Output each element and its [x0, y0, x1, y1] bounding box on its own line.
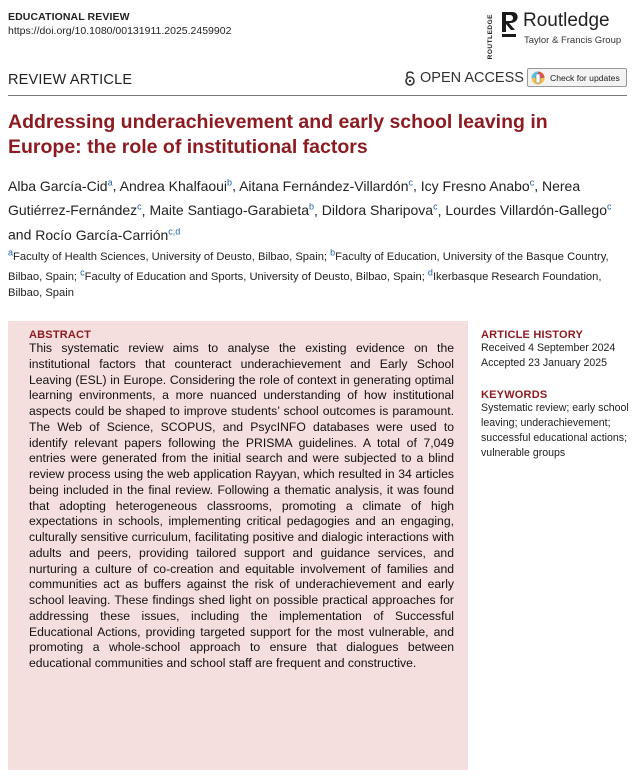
author-affiliation-marker[interactable]: b — [309, 201, 315, 212]
publisher-logo — [487, 8, 627, 60]
open-lock-icon — [404, 70, 416, 86]
check-updates-button[interactable] — [527, 68, 627, 87]
affiliation-marker: a — [8, 247, 14, 257]
publisher-name: Routledge — [523, 10, 610, 31]
author-affiliation-marker[interactable]: c,d — [168, 226, 181, 237]
affiliation-marker: b — [330, 247, 336, 257]
author-name[interactable]: Aitana Fernández-Villardón$^c$ — [239, 177, 413, 194]
accepted-date: Accepted 23 January 2025 — [481, 357, 608, 369]
check-updates-label: Check for updates — [550, 72, 620, 83]
abstract-heading: ABSTRACT — [29, 329, 92, 341]
author-affiliation-marker[interactable]: c — [433, 201, 438, 212]
publisher-vertical-label: ROUTLEDGE — [487, 14, 494, 60]
affiliation-marker: d — [427, 267, 433, 278]
keywords-text: Systematic review; early school leaving; underachievement; successful educational actions; vulnerable groups — [481, 402, 629, 459]
author-affiliation-marker[interactable]: a — [107, 177, 113, 187]
author-name[interactable]: Icy Fresno Anabo$^c$ — [420, 177, 535, 194]
open-access-badge — [404, 70, 524, 86]
author-affiliation-marker[interactable]: c — [408, 177, 413, 187]
abstract-text: This systematic review aims to analyse the existing evidence on the institutional factors that counteract underachievement and Early School Leaving (ESL) in Europe. Considering the role of context in generating optimal learning environments, a more nuanced understanding of how institutional aspects could be shaped to improve students’ school outcomes is paramount. The Web of Science, SCOPUS, and PsycINFO databases were used to identify relevant papers following the PRISMA guidelines. A total of 7,049 entries were generated from the initial search and were subjected to a blind review process using the web application Rayyan, which resulted in 34 articles being included in the final review. Following a thematic analysis, it was found that adopting heterogeneous classrooms, promoting a climate of high expectations in schools, implementing critical pedagogies and an engaging, culturally sensitive curriculum, facilitating positive and dialogic interactions with adults and peers, providing tailored support and guidance services, and nurturing a culture of co-creation and equitable involvement of families and communities act as buffers against the risk of underachievement and early school leaving. These findings shed light on possible practical approaches for addressing these issues, including the implementation of Successful Educational Actions, providing targeted support for the most vulnerable, and promoting a whole-school approach to ensure that dialogues between educational communities and school staff are frequent and constructive. — [29, 341, 454, 670]
author-name[interactable]: Dildora Sharipova$^c$ — [321, 201, 438, 219]
author-affiliation-marker[interactable]: c — [607, 201, 612, 212]
affiliation-item: $^d$Ikerbasque Research Foundation, Bilbao, Spain — [8, 267, 602, 300]
publisher-subtitle: Taylor & Francis Group — [524, 35, 622, 46]
article-history — [481, 329, 631, 371]
doi-link[interactable]: https://doi.org/10.1080/00131911.2025.2459902 — [8, 25, 232, 37]
affiliation-list — [8, 244, 628, 301]
author-affiliation-marker[interactable]: c — [529, 177, 535, 187]
author-list: Alba García-Cid$^a$, Andrea Khalfaoui$^b$, Aitana Fernández-Villardón$^c$, Icy Fresno Anabo$^c$, Nerea Gutiérrez-Fernández$^c$, Maite Santiago-Garabieta$^b$, Dildora Sharipova$^c$, Lourdes Villardón-Gallego$^c$ and Rocío García-Carrión$^{c,d}$ — [8, 177, 612, 243]
author-affiliation-marker[interactable]: b — [227, 177, 233, 187]
author-name[interactable]: Alba García-Cid$^a$ — [8, 177, 113, 194]
keywords-section — [481, 389, 631, 461]
author-name[interactable]: Lourdes Villardón-Gallego$^c$ — [445, 201, 612, 219]
crossmark-icon — [531, 71, 545, 85]
author-name[interactable]: Nerea Gutiérrez-Fernández$^c$ — [8, 177, 581, 219]
article-type: REVIEW ARTICLE — [8, 72, 133, 88]
affiliation-item: $^b$Faculty of Education, University of the Basque Country, Bilbao, Spain; — [8, 247, 609, 284]
author-name[interactable]: Rocío García-Carrión$^{c,d}$ — [35, 226, 181, 243]
affiliation-item: $^c$Faculty of Education and Sports, University of Deusto, Bilbao, Spain; — [80, 267, 428, 284]
author-name[interactable]: Maite Santiago-Garabieta$^b$ — [149, 201, 315, 219]
author-name[interactable]: Andrea Khalfaoui$^b$ — [119, 177, 233, 194]
journal-header — [8, 10, 231, 38]
keywords-heading: KEYWORDS — [481, 389, 548, 401]
routledge-r-icon — [499, 10, 521, 46]
header-divider — [8, 95, 627, 96]
affiliation-item: $^a$Faculty of Health Sciences, University of Deusto, Bilbao, Spain; — [8, 247, 331, 263]
journal-name: EDUCATIONAL REVIEW — [8, 11, 130, 23]
article-history-heading: ARTICLE HISTORY — [481, 329, 584, 341]
author-affiliation-marker[interactable]: c — [137, 201, 142, 212]
article-title: Addressing underachievement and early school leaving in Europe: the role of institutional factors — [8, 111, 548, 158]
affiliation-marker: c — [80, 267, 85, 278]
received-date: Received 4 September 2024 — [481, 342, 616, 354]
author-connector: and — [8, 226, 36, 243]
open-access-label: OPEN ACCESS — [420, 70, 524, 86]
